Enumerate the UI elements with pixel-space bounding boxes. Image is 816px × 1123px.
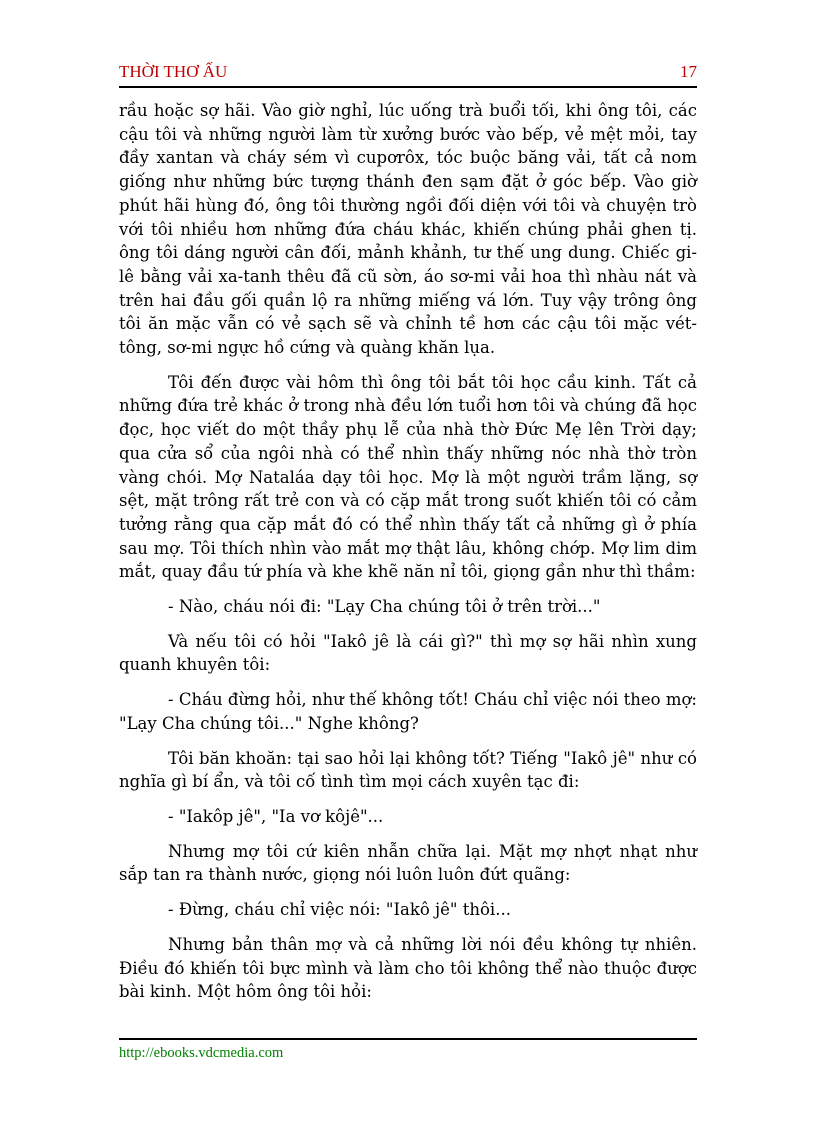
paragraph: - Đừng, cháu chỉ việc nói: "Iakô jê" thôi...	[168, 900, 511, 920]
paragraph: Nhưng bản thân mợ và cả những lời nói đều không tự nhiên. Điều đó khiến tôi bực mình và làm cho tôi không thể nào thuộc được bài kinh. Một hôm ông tôi hỏi:	[119, 934, 697, 1002]
paragraph: Tôi đến được vài hôm thì ông tôi bắt tôi học cầu kinh. Tất cả những đứa trẻ khác ở trong nhà đều lớn tuổi hơn tôi và chúng đã học đọc, học viết do một thầy phụ lễ của nhà thờ Đức Mẹ lên Trời dạy; qua cửa sổ của ngôi nhà có thể nhìn thấy những nóc nhà thờ tròn vàng chói. Mợ Nataláa dạy tôi học. Mợ là một người trầm lặng, sợ sệt, mặt trông rất trẻ con và có cặp mắt trong suốt khiến tôi có cảm tưởng rằng qua cặp mắt đó có thể nhìn thấy tất cả những gì ở phía sau mợ. Tôi thích nhìn vào mắt mợ thật lâu, không chớp. Mợ lim dim mắt, quay đầu tứ phía và khe khẽ năn nỉ tôi, giọng gần như thì thầm:	[119, 372, 697, 582]
book-title: THỜI THƠ ẤU	[119, 62, 228, 81]
paragraph: rầu hoặc sợ hãi. Vào giờ nghỉ, lúc uống trà buổi tối, khi ông tôi, các cậu tôi và những người làm từ xưởng bước vào bếp, vẻ mệt mỏi, tay đầy xantan và cháy sém vì cupơrôx, tóc buộc băng vải, tất cả nom giống như những bức tượng thánh đen sạm đặt ở góc bếp. Vào giờ phút hãi hùng đó, ông tôi thường ngồi đối diện với tôi và chuyện trò với tôi nhiều hơn những đứa cháu khác, khiến chúng phải ghen tị. ông tôi dáng người cân đối, mảnh khảnh, tư thế ung dung. Chiếc gi-lê bằng vải xa-tanh thêu đã cũ sờn, áo sơ-mi vải hoa thì nhàu nát và trên hai đầu gối quần lộ ra những miếng vá lớn. Tuy vậy trông ông tôi ăn mặc vẫn có vẻ sạch sẽ và chỉnh tề hơn các cậu tôi mặc vét-tông, sơ-mi ngực hồ cứng và quàng khăn lụa.	[119, 101, 697, 358]
footer-divider	[119, 1038, 697, 1040]
paragraph: - "Iakôp jê", "Ia vơ kôjê"...	[168, 806, 384, 826]
page-header	[119, 62, 697, 88]
paragraph: Tôi băn khoăn: tại sao hỏi lại không tốt? Tiếng "Iakô jê" như có nghĩa gì bí ẩn, và tôi cố tình tìm mọi cách xuyên tạc đi:	[119, 748, 697, 792]
paragraph: Và nếu tôi có hỏi "Iakô jê là cái gì?" thì mợ sợ hãi nhìn xung quanh khuyên tôi:	[119, 631, 697, 675]
paragraph: - Nào, cháu nói đi: "Lạy Cha chúng tôi ở trên trời..."	[168, 597, 601, 617]
page-body	[119, 99, 697, 1015]
footer-url[interactable]: http://ebooks.vdcmedia.com	[119, 1045, 284, 1061]
paragraph: - Cháu đừng hỏi, như thế không tốt! Cháu chỉ việc nói theo mợ: "Lạy Cha chúng tôi..." Nghe không?	[119, 690, 697, 733]
paragraph: Nhưng mợ tôi cứ kiên nhẫn chữa lại. Mặt mợ nhợt nhạt như sắp tan ra thành nước, giọng nói luôn luôn đứt quãng:	[119, 841, 697, 885]
page-number: 17	[680, 62, 697, 81]
